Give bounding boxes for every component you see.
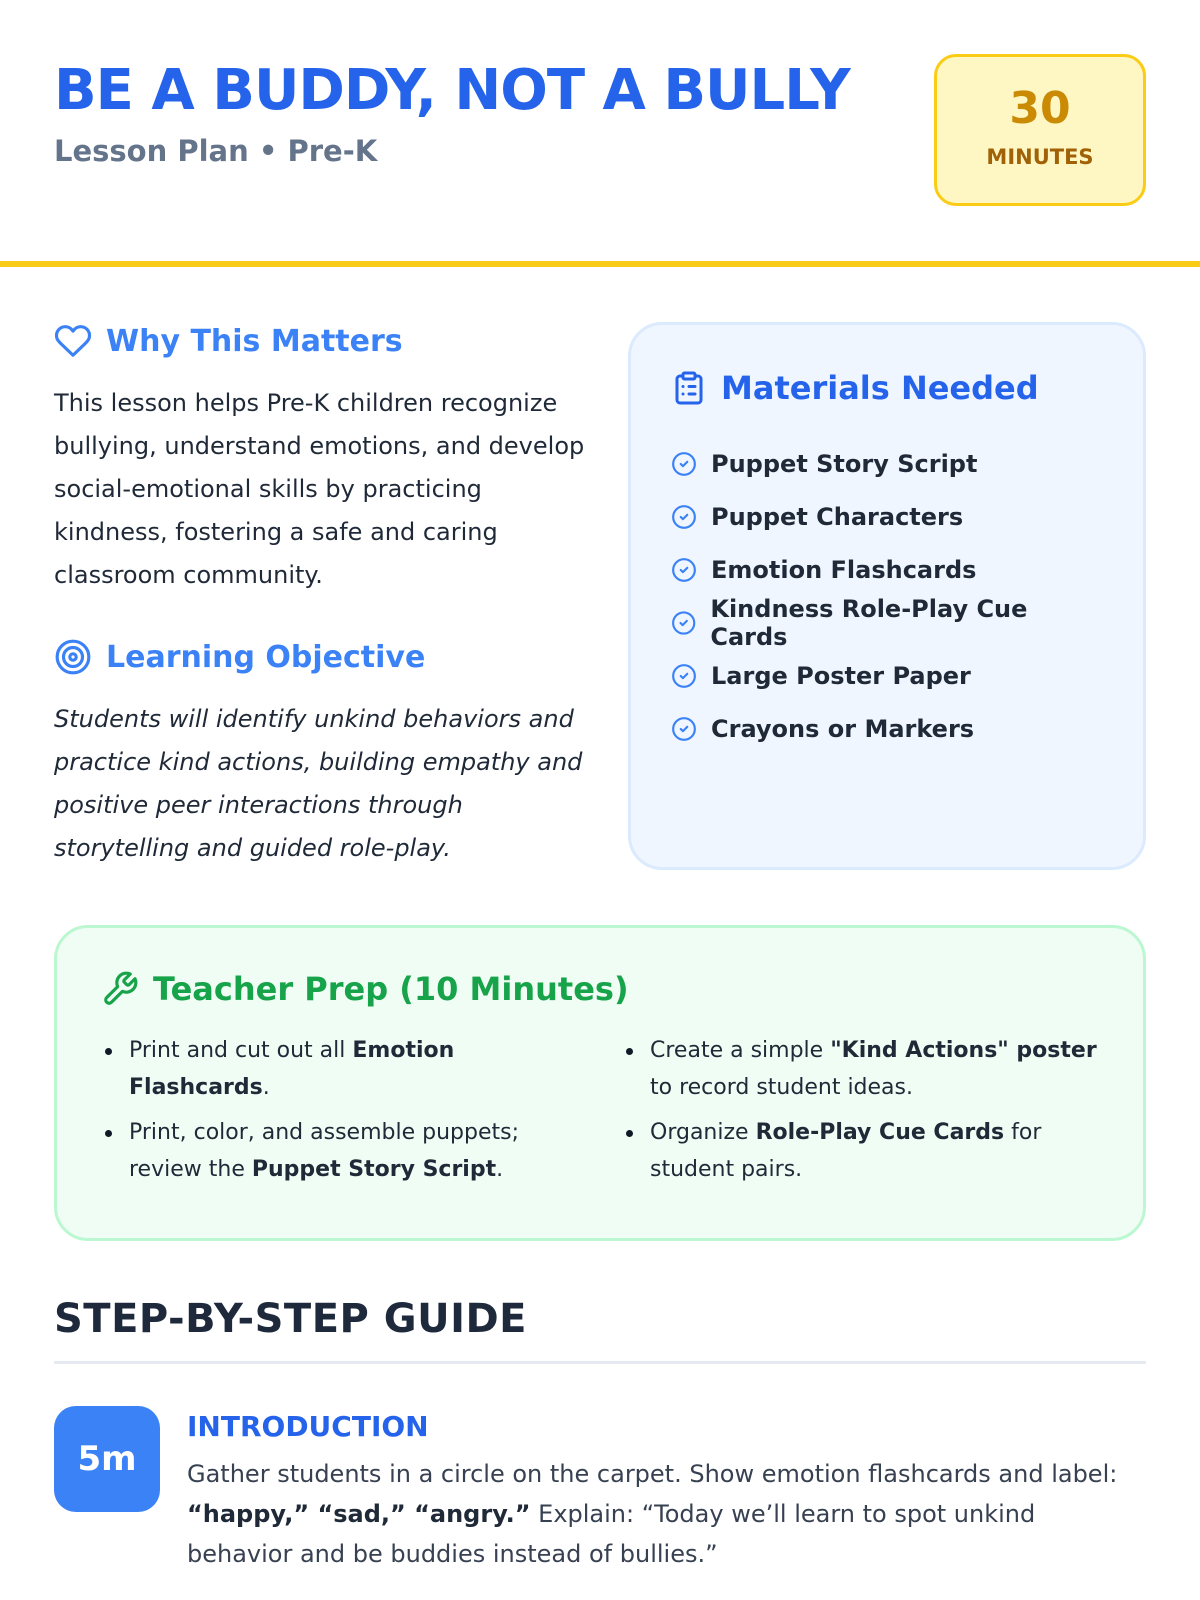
- materials-heading-row: [671, 369, 1103, 407]
- check-circle-icon: [671, 557, 697, 583]
- prep-text: Create a simple: [650, 1038, 831, 1063]
- material-label: Puppet Story Script: [711, 449, 978, 478]
- wrench-icon: [101, 970, 139, 1008]
- prep-text: to record student ideas.: [650, 1075, 913, 1100]
- why-heading-row: [54, 322, 594, 360]
- why-this-matters-section: [54, 322, 594, 597]
- page-title: BE A BUDDY, NOT A BULLY: [54, 58, 850, 123]
- prep-text: Print and cut out all: [129, 1038, 353, 1063]
- prep-text: Organize: [650, 1120, 756, 1145]
- step-description: [187, 1454, 1147, 1574]
- prep-list-right: [622, 1032, 1099, 1196]
- materials-card: [628, 322, 1146, 870]
- material-label: Crayons or Markers: [711, 714, 975, 743]
- check-circle-icon: [671, 663, 697, 689]
- step-bold-text: “happy,” “sad,” “angry.”: [187, 1500, 531, 1528]
- prep-bold-text: Puppet Story Script: [251, 1157, 497, 1182]
- prep-bold-text: Role-Play Cue Cards: [755, 1120, 1005, 1145]
- material-label: Emotion Flashcards: [711, 555, 977, 584]
- prep-text: Print, color, and assemble puppets; review the: [129, 1120, 519, 1182]
- check-circle-icon: [671, 610, 696, 636]
- list-item: [101, 1032, 578, 1106]
- why-heading: Why This Matters: [106, 323, 403, 359]
- prep-heading-row: [101, 970, 1099, 1008]
- prep-text: .: [496, 1157, 504, 1182]
- check-circle-icon: [671, 716, 697, 742]
- header-divider: [0, 261, 1200, 267]
- duration-label: MINUTES: [986, 145, 1094, 169]
- list-item: [622, 1114, 1099, 1188]
- duration-value: 30: [1009, 83, 1071, 134]
- list-item: [671, 596, 1103, 649]
- why-text: This lesson helps Pre-K children recognize bullying, understand emotions, and develop social-emotional skills by practicing kindness, fostering a safe and caring classroom community.: [54, 389, 585, 589]
- page-subtitle: Lesson Plan • Pre-K: [54, 134, 378, 168]
- guide-heading: STEP-BY-STEP GUIDE: [54, 1296, 528, 1342]
- list-item: [671, 490, 1103, 543]
- list-item: [671, 543, 1103, 596]
- heart-icon: [54, 322, 92, 360]
- target-icon: [54, 638, 92, 676]
- list-item: [622, 1032, 1099, 1106]
- lesson-header: [54, 52, 1146, 212]
- list-item: [671, 437, 1103, 490]
- list-item: [101, 1114, 578, 1188]
- check-circle-icon: [671, 451, 697, 477]
- prep-list-left: [101, 1032, 578, 1196]
- guide-divider: [54, 1361, 1146, 1364]
- learning-objective-section: [54, 638, 594, 870]
- step-title: INTRODUCTION: [187, 1410, 429, 1443]
- step-text: Explain: “Today we’ll learn to spot unkind behavior and be buddies instead of bullies.”: [187, 1500, 1036, 1568]
- material-label: Kindness Role-Play Cue Cards: [710, 594, 1028, 651]
- prep-bold-text: "Kind Actions" poster: [830, 1038, 1097, 1063]
- materials-list: [671, 437, 1103, 755]
- material-label: Large Poster Paper: [711, 661, 971, 690]
- list-item: [671, 649, 1103, 702]
- step-duration-badge: 5m: [54, 1406, 160, 1512]
- prep-columns: [101, 1032, 1099, 1196]
- check-circle-icon: [671, 504, 697, 530]
- objective-heading-row: [54, 638, 594, 676]
- prep-heading: Teacher Prep (10 Minutes): [153, 970, 629, 1008]
- objective-heading: Learning Objective: [106, 639, 426, 675]
- materials-heading: Materials Needed: [721, 369, 1039, 407]
- prep-text: for student pairs.: [650, 1120, 1042, 1182]
- list-item: [671, 702, 1103, 755]
- material-label: Puppet Characters: [711, 502, 964, 531]
- prep-text: .: [262, 1075, 270, 1100]
- prep-bold-text: Emotion Flashcards: [129, 1038, 455, 1100]
- duration-badge: [934, 54, 1146, 206]
- objective-text: Students will identify unkind behaviors and practice kind actions, building empathy and positive peer interactions through storytelling and guided role-play.: [54, 705, 583, 862]
- teacher-prep-card: [54, 925, 1146, 1241]
- step-text: Gather students in a circle on the carpet. Show emotion flashcards and label:: [187, 1460, 1118, 1488]
- clipboard-icon: [671, 369, 707, 407]
